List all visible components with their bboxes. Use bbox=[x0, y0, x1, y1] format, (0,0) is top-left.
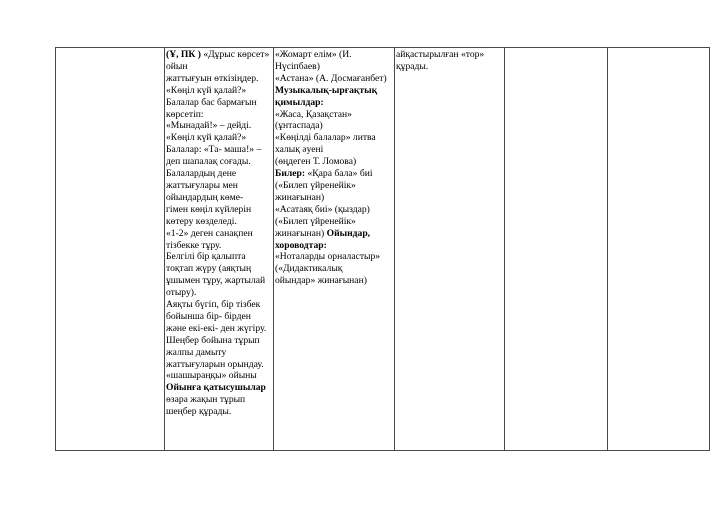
table-cell-column-2 bbox=[166, 49, 274, 418]
text-line: Шеңбер бойына тұрып bbox=[166, 334, 260, 346]
table-cell-column-3 bbox=[275, 49, 395, 287]
text-line: отыру). bbox=[166, 287, 197, 299]
text-line: «Көңіл күй қалай?» bbox=[166, 132, 247, 144]
text-line: Ойынға қатысушылар bbox=[166, 382, 266, 394]
table-cell-column-4 bbox=[396, 49, 505, 73]
text-line: айқастырылған «тор» bbox=[396, 49, 485, 60]
text-line: көтеру көзделеді. bbox=[166, 215, 237, 227]
text-line: «Жаса, Қазақстан» bbox=[275, 108, 352, 120]
text-line: көрсетіп: bbox=[166, 108, 204, 120]
text-line: Балалардың дене bbox=[166, 168, 237, 180]
text-line: құрады. bbox=[396, 60, 429, 72]
text-line: «Астана» (А. Досмағанбет) bbox=[275, 72, 387, 84]
text-line: жинағынан) Ойындар, bbox=[275, 227, 371, 239]
column-divider bbox=[164, 47, 165, 451]
text-line: Балалар бас бармағын bbox=[166, 96, 257, 108]
text-line: тізбекке тұру. bbox=[166, 239, 222, 251]
text-line: жаттығуын өткізіңдер. bbox=[166, 72, 259, 84]
text-line: бойынша бір- бірден bbox=[166, 310, 251, 322]
text-line: жаттығулары мен bbox=[166, 179, 238, 191]
text-line: «Мынадай!» – дейді. bbox=[166, 120, 252, 132]
text-line: (ұнтаспада) bbox=[275, 120, 323, 132]
column-divider bbox=[504, 47, 505, 451]
text-line: («Билеп үйренейік» bbox=[275, 179, 356, 191]
text-line: шеңбер құрады. bbox=[166, 406, 232, 418]
text-line: жаттығуларын орындау. bbox=[166, 358, 264, 370]
text-line: «Ноталарды орналастыр» bbox=[275, 251, 381, 263]
text-line: ойындардың көме- bbox=[166, 191, 244, 203]
text-line: «Көңіл күй қалай?» bbox=[166, 84, 247, 96]
text-line: Билер: «Қара бала» биі bbox=[275, 168, 373, 180]
text-line: тоқтап жүру (аяқтың bbox=[166, 263, 252, 275]
text-line: жалпы дамыту bbox=[166, 346, 227, 358]
text-line: «Көңілді балалар» литва bbox=[275, 132, 376, 144]
text-line: «1-2» деген санақпен bbox=[166, 227, 253, 239]
text-line: (Ұ, ПК ) «Дұрыс көрсет» bbox=[166, 49, 270, 60]
text-line: «Асатаяқ биі» (қыздар) bbox=[275, 203, 370, 215]
text-line: ойындар» жинағынан) bbox=[275, 275, 367, 287]
text-line: Балалар: «Та- маша!» – bbox=[166, 144, 262, 156]
text-line: Нүсіпбаев) bbox=[275, 60, 320, 72]
text-line: және екі-екі- ден жүгіру. bbox=[166, 322, 267, 334]
text-line: («Дидактикалық bbox=[275, 263, 343, 275]
text-line: өзара жақын тұрып bbox=[166, 394, 246, 406]
text-line: қимылдар: bbox=[275, 96, 324, 108]
text-line: гімен көңіл күйлерін bbox=[166, 203, 252, 215]
text-line: («Билеп үйренейік» bbox=[275, 215, 356, 227]
text-line: жинағынан) bbox=[275, 191, 325, 203]
text-line: (өңдеген Т. Ломова) bbox=[275, 156, 357, 168]
text-line: ойын bbox=[166, 60, 188, 72]
text-line: деп шапалақ соғады. bbox=[166, 156, 251, 168]
text-line: «Жомарт елім» (И. bbox=[275, 49, 352, 60]
column-divider bbox=[607, 47, 608, 451]
text-line: «шашыраңқы» ойыны bbox=[166, 370, 257, 382]
text-line: Аяқты бүгіп, бір тізбек bbox=[166, 299, 261, 311]
text-line: халық әуені bbox=[275, 144, 324, 156]
text-line: Белгілі бір қалыпта bbox=[166, 251, 246, 263]
text-line: хороводтар: bbox=[275, 239, 327, 251]
text-line: Музыкалық-ырғақтық bbox=[275, 84, 378, 96]
text-line: ұшымен тұру, жартылай bbox=[166, 275, 266, 287]
